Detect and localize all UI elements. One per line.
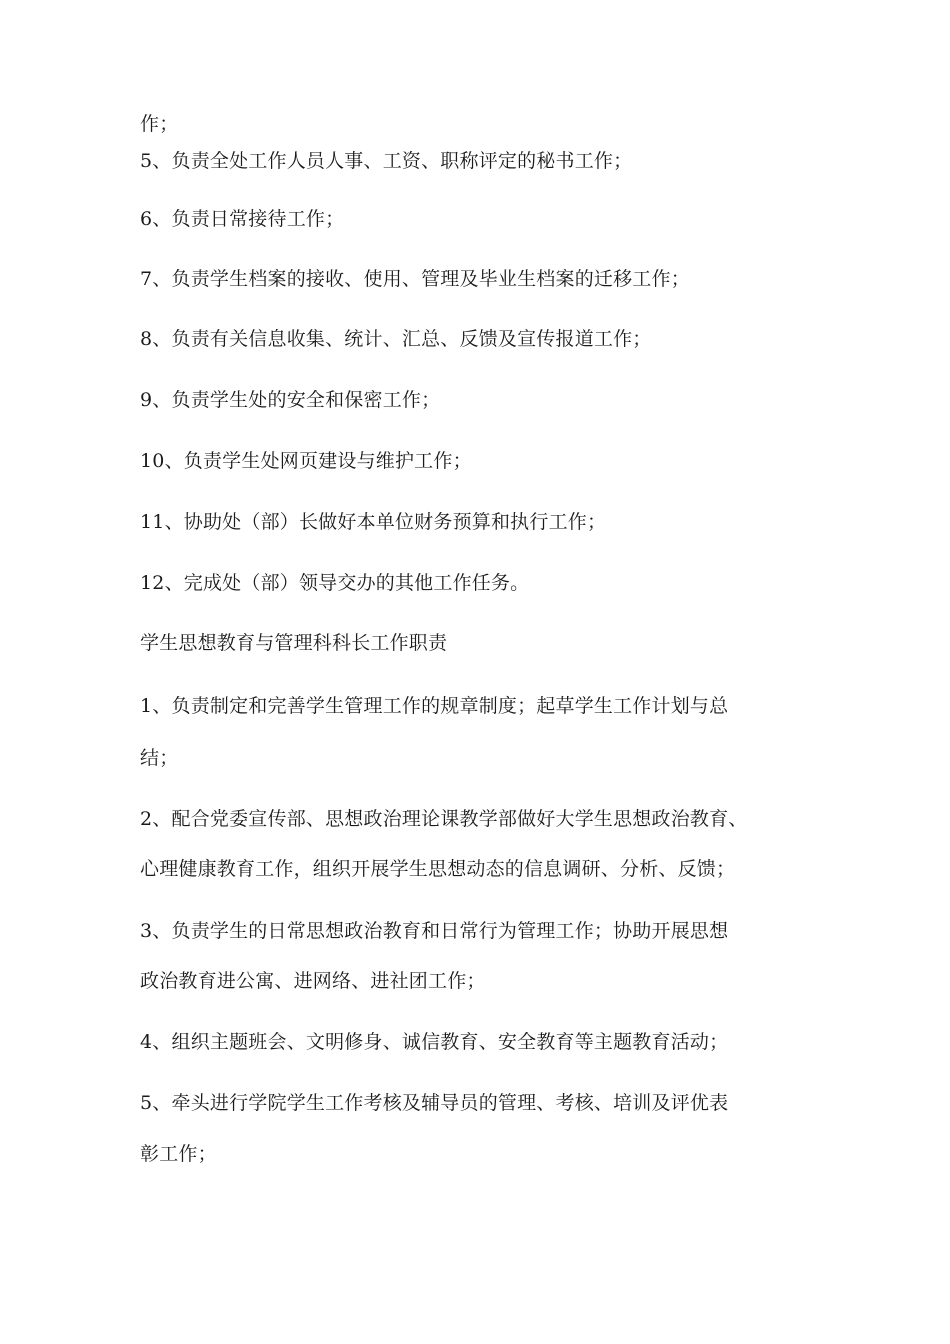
text-line: 2、配合党委宣传部、思想政治理论课教学部做好大学生思想政治教育、	[140, 808, 748, 830]
section-heading: 学生思想教育与管理科科长工作职责	[140, 632, 448, 654]
text-line: 5、牵头进行学院学生工作考核及辅导员的管理、考核、培训及评优表	[140, 1092, 729, 1114]
text-line: 6、负责日常接待工作；	[140, 208, 345, 230]
text-line: 结；	[140, 747, 179, 769]
text-line: 11、协助处（部）长做好本单位财务预算和执行工作；	[140, 511, 607, 533]
text-line: 心理健康教育工作，组织开展学生思想动态的信息调研、分析、反馈；	[140, 858, 736, 880]
text-line: 1、负责制定和完善学生管理工作的规章制度；起草学生工作计划与总	[140, 695, 729, 717]
text-line: 4、组织主题班会、文明修身、诚信教育、安全教育等主题教育活动；	[140, 1031, 729, 1053]
text-line: 彰工作；	[140, 1143, 217, 1165]
text-line: 7、负责学生档案的接收、使用、管理及毕业生档案的迁移工作；	[140, 268, 690, 290]
text-line: 10、负责学生处网页建设与维护工作；	[140, 450, 472, 472]
text-line: 政治教育进公寓、进网络、进社团工作；	[140, 970, 486, 992]
text-line: 5、负责全处工作人员人事、工资、职称评定的秘书工作；	[140, 150, 633, 172]
text-line: 12、完成处（部）领导交办的其他工作任务。	[140, 572, 530, 594]
text-line: 3、负责学生的日常思想政治教育和日常行为管理工作；协助开展思想	[140, 920, 729, 942]
text-line: 8、负责有关信息收集、统计、汇总、反馈及宣传报道工作；	[140, 328, 652, 350]
text-line: 作；	[140, 113, 179, 135]
text-line: 9、负责学生处的安全和保密工作；	[140, 389, 441, 411]
